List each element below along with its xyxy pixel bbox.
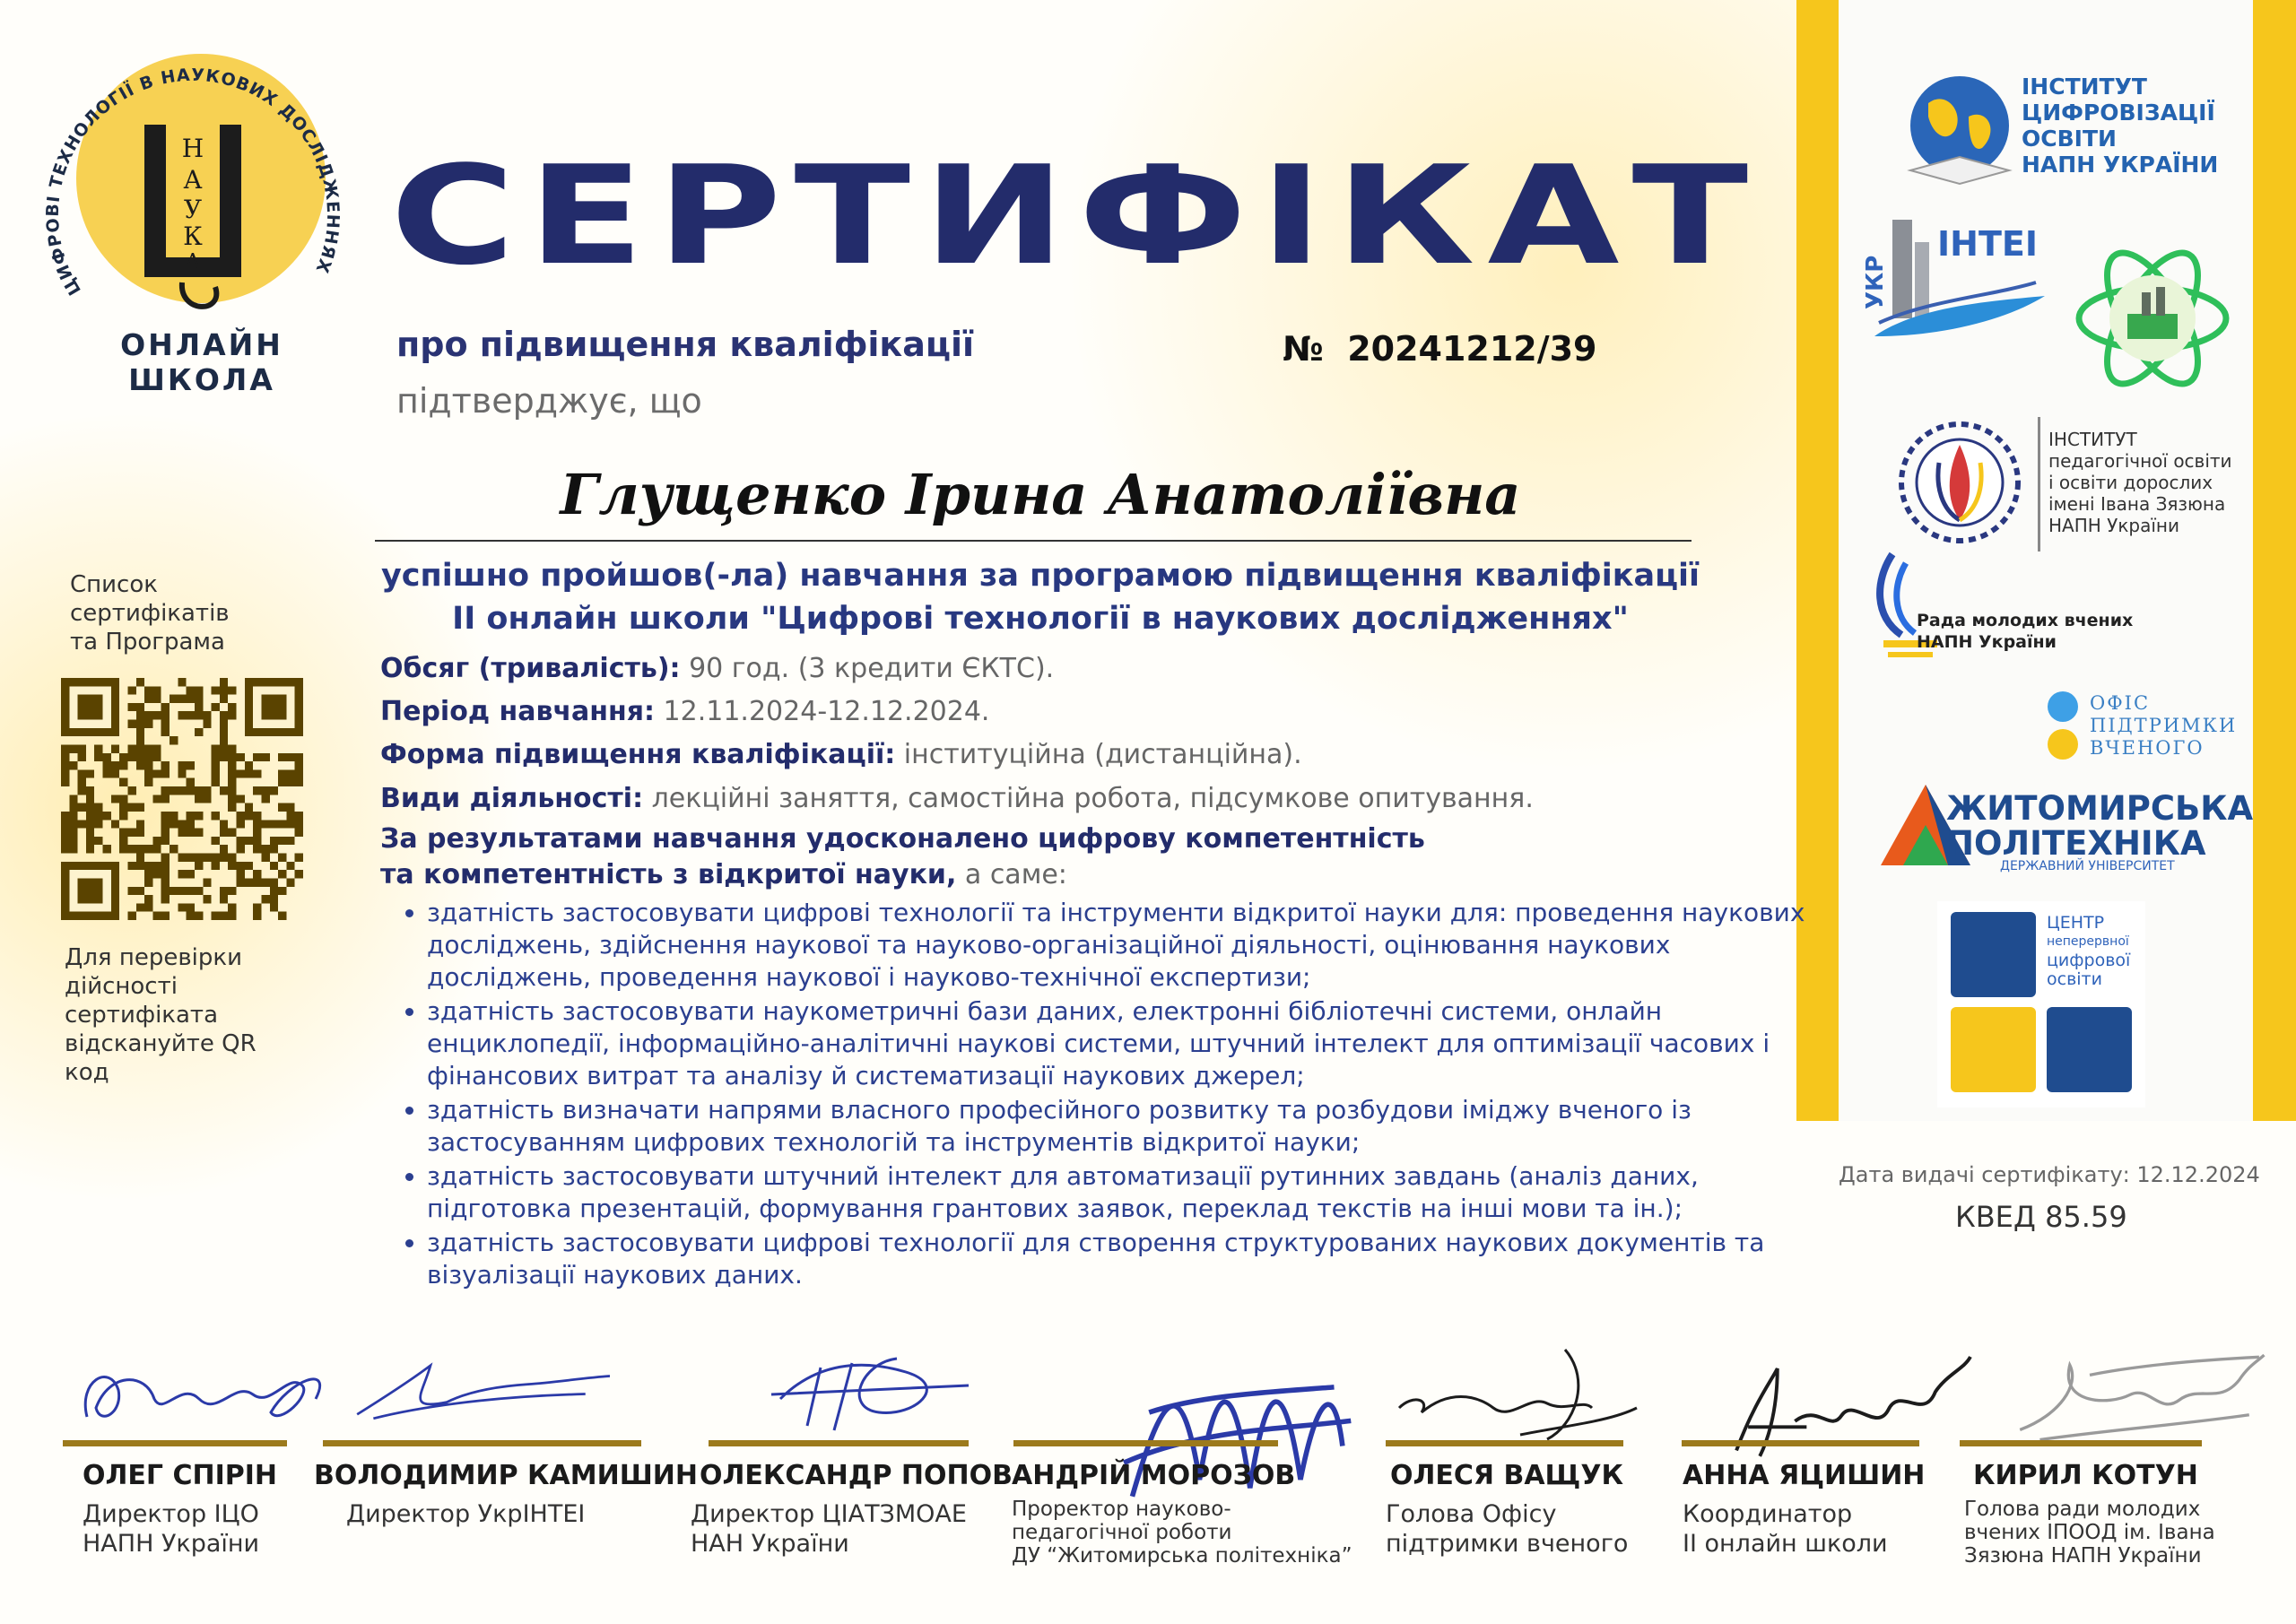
globe-icon (1892, 63, 2027, 197)
signatory-name: ВОЛОДИМИР КАМИШИН (314, 1460, 698, 1491)
office-line-2: ПІДТРИМКИ (2090, 715, 2238, 736)
recipient-underline (375, 540, 1692, 542)
signatory-name: ОЛЕГ СПІРІН (83, 1460, 278, 1491)
volume-row (380, 653, 1054, 684)
zhytomyr-line-2: ПОЛІТЕХНІКА (1946, 824, 2206, 863)
list-item: • здатність застосовувати наукометричні бази даних, електронні бібліотечні системи, онлайн енциклопедії, інформаційно-аналітичні наукові системи, штучний інтелект для оптимізації часових і фінансових витрат та аналізу й систематизації наукових джерел; (427, 995, 1826, 1092)
ipood-line-5: НАПН України (2048, 515, 2180, 536)
center-line-4: освіти (2047, 969, 2102, 989)
certificate-title: СЕРТИФІКАТ (390, 136, 1761, 295)
form-value: інституційна (дистанційна). (895, 739, 1302, 770)
qr-code[interactable] (61, 678, 303, 920)
signature-line-2 (323, 1440, 641, 1446)
signatory-role: Директор УкрІНТЕІ (346, 1500, 586, 1528)
signature-line-4 (1013, 1440, 1278, 1446)
ipood-divider (2038, 417, 2040, 551)
activity-value: лекційні заняття, самостійна робота, підсумкове опитування. (643, 783, 1534, 814)
qr-label-bottom: Для перевірки дійсності сертифіката відскануйте QR код (65, 944, 257, 1086)
issue-date: Дата видачі сертифікату: 12.12.2024 (1839, 1162, 2260, 1187)
office-line-3: ВЧЕНОГО (2090, 737, 2205, 759)
signature-7 (2000, 1345, 2269, 1455)
recipient-name: Глущенко Ірина Анатоліївна (560, 462, 1521, 527)
volume-label: Обсяг (тривалість): (380, 653, 681, 684)
digital-center-logo (1937, 901, 2145, 1107)
signature-2 (341, 1345, 610, 1427)
center-text (2047, 914, 2130, 989)
signature-line-6 (1682, 1440, 1919, 1446)
volume-value: 90 год. (3 кредити ЄКТС). (680, 653, 1055, 684)
signatory-role: Директор ІЦО НАПН України (83, 1500, 260, 1558)
center-line-1: ЦЕНТР (2047, 913, 2105, 933)
council-line-2: НАПН України (1917, 632, 2057, 652)
logo-letter-4: К (183, 221, 203, 251)
center-square-2 (1951, 1007, 2036, 1092)
signature-line-1 (63, 1440, 287, 1446)
office-text (2090, 692, 2237, 760)
logo-letter-1: Н (181, 134, 204, 163)
results-line-1: За результатами навчання удосконалено цифрову компетентність (380, 823, 1425, 855)
signature-line-3 (709, 1440, 969, 1446)
ukrintei-text: ІНТЕІ (1937, 224, 2038, 264)
activity-label: Види діяльності: (380, 783, 644, 814)
completion-line-2: ІІ онлайн школи "Цифрові технології в наукових дослідженнях" (452, 601, 1629, 637)
school-logo-ring-text: ЦИФРОВІ ТЕХНОЛОГІЇ В НАУКОВИХ ДОСЛІДЖЕННЯХ (42, 65, 344, 300)
signatory-role: Директор ЦІАТЗМОАЕ НАН України (691, 1500, 967, 1558)
zhytomyr-line-1: ЖИТОМИРСЬКА (1946, 789, 2254, 828)
certificate-subtitle: про підвищення кваліфікації (396, 325, 975, 364)
signatory-role: Голова ради молодих вчених ІПООД ім. Івана Зязюна НАПН України (1964, 1498, 2215, 1568)
atom-logo (2072, 233, 2233, 404)
center-line-2: неперервної (2047, 934, 2129, 949)
activity-row (380, 783, 1534, 814)
form-label: Форма підвищення кваліфікації: (380, 739, 896, 770)
zhytomyr-text (1946, 791, 2253, 861)
signatory-name: АННА ЯЦИШИН (1683, 1460, 1926, 1491)
number-label: № (1283, 329, 1324, 369)
list-item: • здатність застосовувати штучний інтелект для автоматизації рутинних завдань (аналіз даних, підготовка презентацій, формування грантових заявок, переклад текстів на інші мови та ін.); (427, 1160, 1826, 1225)
results-line-2 (380, 859, 1067, 890)
school-logo-ring (31, 31, 354, 354)
office-dots-icon (2045, 689, 2081, 769)
signature-3 (753, 1345, 1022, 1435)
confirms-text: підтверджує, що (396, 381, 702, 421)
signatory-role: Проректор науково- педагогічної роботи ДУ “Житомирська політехніка” (1012, 1498, 1352, 1568)
signature-line-7 (1960, 1440, 2202, 1446)
center-square-1 (1951, 912, 2036, 997)
ico-line-4: НАПН УКРАЇНИ (2022, 152, 2219, 178)
certificate-number (1283, 329, 1596, 369)
ipood-line-2: педагогічної освіти (2048, 450, 2232, 472)
ukr-text: УКР (1862, 255, 1889, 309)
council-line-1: Рада молодих вчених (1917, 611, 2134, 630)
ipood-emblem (1892, 411, 2027, 554)
results-line-2-rest: а саме: (956, 859, 1067, 890)
logo-letter-5: А (184, 249, 202, 276)
number-value: 20241212/39 (1347, 329, 1597, 369)
signature-6 (1713, 1345, 1982, 1473)
ipood-text (2048, 429, 2232, 536)
logo-letter-2: А (183, 165, 203, 195)
kved-code: КВЕД 85.59 (1955, 1200, 2127, 1234)
signatory-name: ОЛЕСЯ ВАЩУК (1390, 1460, 1623, 1491)
ipood-line-3: і освіти дорослих (2048, 472, 2213, 493)
results-line-2-bold: та компетентність з відкритої науки, (380, 859, 957, 890)
list-item: • здатність застосовувати цифрові технології та інструменти відкритої науки для: проведення наукових досліджень, здійснення наукової та науково-організаційної діяльності, оцінювання наукових досліджень, проведення наукової і науково-технічної експертизи; (427, 897, 1826, 994)
signature-1 (74, 1345, 343, 1435)
logo-letter-3: У (183, 195, 203, 224)
ico-line-1: ІНСТИТУТ (2022, 74, 2147, 100)
school-label: ОНЛАЙН ШКОЛА (120, 327, 283, 397)
ipood-line-1: ІНСТИТУТ (2048, 429, 2137, 450)
completion-line-1: успішно пройшов(-ла) навчання за програмою підвищення кваліфікації (380, 558, 1700, 594)
signatory-role: Координатор ІІ онлайн школи (1683, 1500, 1888, 1558)
ico-logo-text (2022, 74, 2218, 178)
period-row (380, 696, 989, 727)
list-item: • здатність застосовувати цифрові технології для створення структурованих наукових документів та візуалізації наукових даних. (427, 1227, 1826, 1291)
signatory-role: Голова Офісу підтримки вченого (1386, 1500, 1629, 1558)
council-text (1917, 610, 2133, 653)
qr-label-top: Список сертифікатів та Програма (70, 571, 230, 656)
office-line-1: ОФІС (2090, 692, 2151, 714)
center-line-3: цифрової (2047, 951, 2131, 970)
ico-line-3: ОСВІТИ (2022, 126, 2117, 152)
ico-line-2: ЦИФРОВІЗАЦІЇ (2022, 100, 2215, 126)
period-label: Період навчання: (380, 696, 656, 727)
list-item: • здатність визначати напрями власного професійного розвитку та розбудови іміджу вченого із застосуванням цифрових технологій та інструментів відкритої науки; (427, 1094, 1826, 1159)
center-square-3 (2047, 1007, 2132, 1092)
signatory-name: АНДРІЙ МОРОЗОВ (1012, 1460, 1296, 1491)
form-row (380, 739, 1302, 770)
signature-5 (1386, 1345, 1655, 1444)
signature-line-5 (1386, 1440, 1623, 1446)
zhytomyr-subtitle: ДЕРЖАВНИЙ УНІВЕРСИТЕТ (2000, 859, 2175, 873)
period-value: 12.11.2024-12.12.2024. (655, 696, 990, 727)
signatory-name: ОЛЕКСАНДР ПОПОВ (700, 1460, 1013, 1491)
ipood-line-4: імені Івана Зязюна (2048, 493, 2226, 515)
signatory-name: КИРИЛ КОТУН (1973, 1460, 2198, 1491)
competence-list (395, 897, 1826, 1293)
